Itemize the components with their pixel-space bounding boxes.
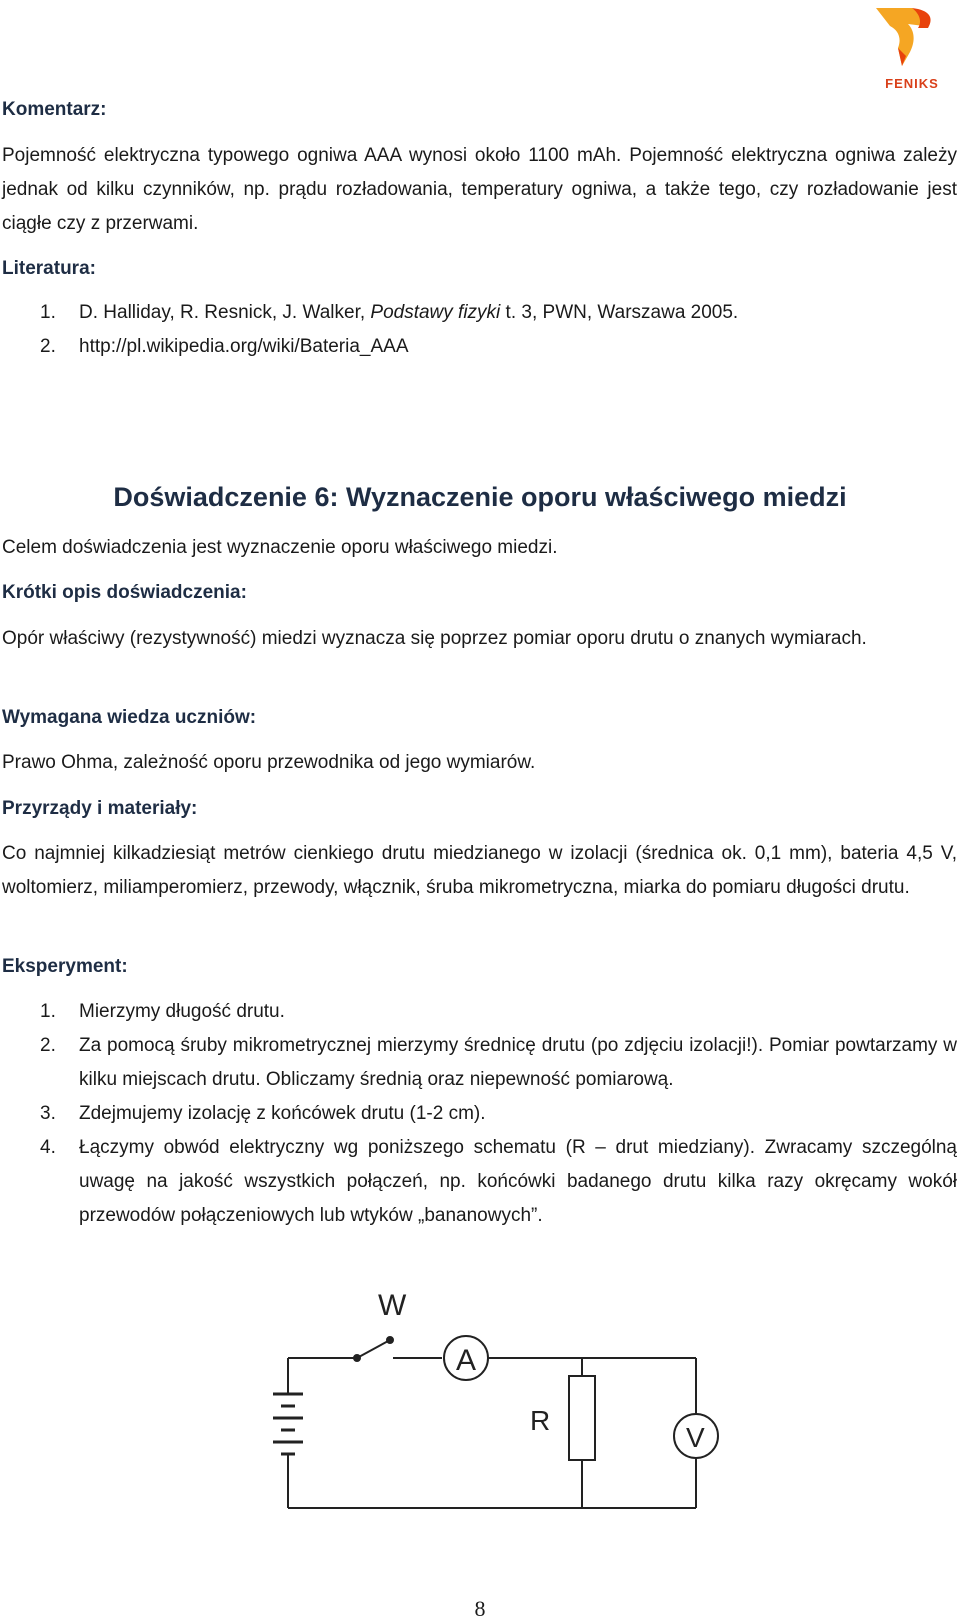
- experiment-goal: Celem doświadczenia jest wyznaczenie oporu właściwego miedzi.: [2, 537, 558, 558]
- reference-link[interactable]: http://pl.wikipedia.org/wiki/Bateria_AAA: [79, 336, 409, 357]
- switch-lever: [357, 1340, 390, 1358]
- step-number: 4.: [40, 1137, 56, 1158]
- procedure-steps: [0, 995, 957, 1233]
- list-number: 1.: [40, 302, 56, 323]
- step-text: Za pomocą śruby mikrometrycznej mierzymy średnicę drutu (po zdjęciu izolacji!). Pomiar powtarzamy w kilku miejscach drutu. Obliczamy średnią oraz niepewność pomiarową.: [79, 1035, 957, 1090]
- literature-item: [0, 330, 957, 364]
- step-text: Zdejmujemy izolację z końcówek drutu (1-2 cm).: [79, 1103, 486, 1124]
- resistor-label: R: [530, 1405, 551, 1436]
- short-description-heading: Krótki opis doświadczenia:: [2, 582, 247, 603]
- materials-heading: Przyrządy i materiały:: [2, 798, 198, 819]
- reference-authors: D. Halliday, R. Resnick, J. Walker,: [79, 302, 371, 323]
- literature-item: [0, 296, 957, 330]
- switch-contact: [387, 1337, 393, 1343]
- short-description: Opór właściwy (rezystywność) miedzi wyznacza się poprzez pomiar oporu drutu o znanych wymiarach.: [2, 628, 867, 649]
- comment-heading: Komentarz:: [2, 99, 107, 120]
- knowledge-heading: Wymagana wiedza uczniów:: [2, 707, 257, 728]
- voltmeter-label: V: [686, 1422, 705, 1453]
- materials-text: Co najmniej kilkadziesiąt metrów cienkiego drutu miedzianego w izolacji (średnica ok. 0,1 mm), bateria 4,5 V, woltomierz, miliamperomierz, przewody, włącznik, śruba mikrometryczna, miarka do pomiaru długości drutu.: [2, 843, 957, 898]
- list-number: 2.: [40, 336, 56, 357]
- step-number: 1.: [40, 1001, 56, 1022]
- resistor-icon: [569, 1376, 595, 1460]
- literature-list: [0, 296, 957, 364]
- experiment-title: Doświadczenie 6: Wyznaczenie oporu właściwego miedzi: [113, 482, 847, 512]
- reference-publisher: t. 3, PWN, Warszawa 2005.: [500, 302, 739, 323]
- ammeter-label: A: [456, 1344, 477, 1377]
- procedure-step: [0, 1029, 957, 1097]
- procedure-step: [0, 995, 957, 1029]
- procedure-step: [0, 1131, 957, 1233]
- step-number: 2.: [40, 1035, 56, 1056]
- procedure-heading: Eksperyment:: [2, 956, 128, 977]
- page-number: 8: [474, 1596, 486, 1621]
- circuit-diagram: [262, 1289, 762, 1596]
- flame-icon: [876, 8, 924, 66]
- comment-body: Pojemność elektryczna typowego ogniwa AAA wynosi około 1100 mAh. Pojemność elektryczna ogniwa zależy jednak od kilku czynników, np. prądu rozładowania, temperatury ogniwa, a także tego, czy rozładowanie jest ciągłe czy z przerwami.: [2, 145, 957, 234]
- knowledge-text: Prawo Ohma, zależność oporu przewodnika od jego wymiarów.: [2, 752, 536, 773]
- literature-heading: Literatura:: [2, 258, 96, 279]
- reference-title: Podstawy fizyki: [370, 302, 501, 323]
- step-text: Łączymy obwód elektryczny wg poniższego schematu (R – drut miedziany). Zwracamy szczególną uwagę na jakość wszystkich połączeń, np. końcówki badanego drutu kilka razy okręcamy wokół przewodów połączeniowych lub wtyków „bananowych”.: [79, 1137, 957, 1226]
- step-number: 3.: [40, 1103, 56, 1124]
- procedure-step: [0, 1097, 957, 1131]
- feniks-logo: [872, 4, 950, 96]
- logo-text: FENIKS: [885, 76, 939, 91]
- battery-icon: [273, 1394, 303, 1454]
- step-text: Mierzymy długość drutu.: [79, 1001, 285, 1022]
- switch-label: W: [378, 1289, 407, 1322]
